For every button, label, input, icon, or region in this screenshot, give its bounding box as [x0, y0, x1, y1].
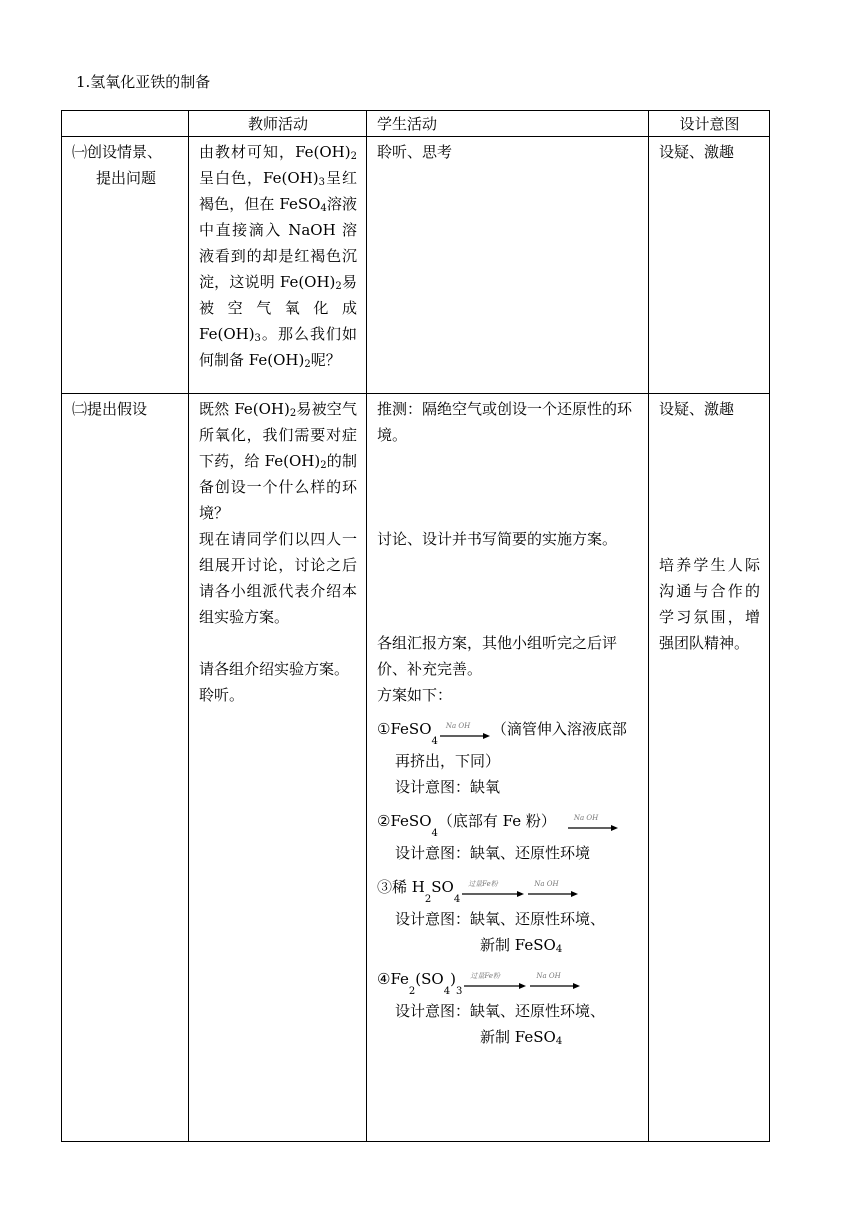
subscript: 3: [254, 333, 261, 344]
student-report-text: 各组汇报方案，其他小组听完之后评价、补充完善。: [377, 634, 618, 678]
stage-label-line2: 提出问题: [96, 169, 157, 187]
arrow-label: Na OH: [536, 972, 561, 980]
reaction-arrow-icon: [462, 882, 524, 900]
text-run: 溶液中直接滴入 NaOH 溶液看到的却是红褐色沉淀，这说明 Fe(OH): [199, 195, 357, 291]
design-intent-cell: 设疑、激趣: [649, 137, 770, 394]
scheme-2-intent: 设计意图：缺氧、还原性环境: [395, 844, 591, 862]
text-run: 新制 FeSO: [480, 936, 556, 954]
column-header-teacher: 教师活动: [189, 111, 367, 137]
teacher-listen-text: 聆听。: [199, 686, 245, 704]
stage-label: ㈠创设情景、: [72, 143, 163, 161]
arrow-label: Na OH: [445, 722, 471, 730]
reaction-arrow-icon: [464, 974, 526, 992]
subscript: 4: [555, 944, 563, 955]
scheme-1: ①FeSO 4 Na OH （滴管伸入溶液底部: [377, 708, 639, 742]
text-run: 既然 Fe(OH): [199, 400, 290, 418]
section-heading: 1.氢氧化亚铁的制备: [76, 73, 211, 91]
subscript: 4: [555, 1036, 563, 1047]
reagent: ③稀 H: [377, 878, 425, 896]
text-run: 新制 FeSO: [480, 1028, 556, 1046]
stage-cell: ㈡提出假设: [62, 394, 189, 1142]
student-guess-text: 推测：隔绝空气或创设一个还原性的环境。: [377, 400, 633, 444]
column-header-stage: [62, 111, 189, 137]
subscript: 3: [318, 177, 325, 188]
table-header-row: [62, 111, 770, 137]
subscript: 2: [335, 281, 342, 292]
plan-intro: 方案如下：: [377, 686, 453, 704]
text-run: 。那么我们如何制备 Fe(OH): [199, 325, 357, 369]
design-intent-cell: [649, 394, 770, 1142]
student-activity-cell: [367, 394, 649, 1142]
teacher-activity-cell: [189, 137, 367, 394]
scheme-4: ④Fe 2 (SO 4 ) 3 过量Fe粉 Na OH: [377, 958, 639, 992]
text-run: 呈白色，Fe(OH): [199, 169, 319, 187]
intent-text: 培养学生人际沟通与合作的学习氛围，增强团队精神。: [659, 556, 760, 652]
scheme-2: ②FeSO 4 （底部有 Fe 粉） Na OH: [377, 800, 639, 834]
teacher-activity-cell: [189, 394, 367, 1142]
arrow-label: Na OH: [534, 880, 559, 888]
arrow-label: Na OH: [573, 814, 599, 822]
scheme-4-intent: 设计意图：缺氧、还原性环境、: [395, 1002, 606, 1020]
reagent: ④Fe: [377, 970, 409, 988]
subscript: 2: [289, 408, 297, 419]
arrow-label: 过量Fe粉: [470, 972, 500, 980]
reagent: SO: [431, 878, 454, 896]
lesson-plan-table: [61, 110, 770, 1142]
table-row: [62, 394, 770, 1142]
reaction-arrow-icon: [568, 816, 618, 834]
arrow-label: 过量Fe粉: [468, 880, 498, 888]
student-activity-cell: 聆听、思考: [367, 137, 649, 394]
subscript: 2: [320, 460, 327, 471]
text-run: 易被空气所氧化，我们需要对症下药，给 Fe(OH): [199, 400, 357, 470]
teacher-report-text: 请各组介绍实验方案。: [199, 660, 350, 678]
reagent: (SO: [415, 970, 444, 988]
scheme-4-intent-cont: [377, 1024, 639, 1050]
scheme-1-note-cont: 再挤出，下同）: [395, 752, 501, 770]
scheme-3-intent-cont: [377, 932, 639, 958]
subscript: 2: [304, 359, 311, 370]
scheme-1-intent: 设计意图：缺氧: [395, 778, 501, 796]
text-run: 的制备创设一个什么样的环境？: [199, 452, 357, 522]
teacher-discussion-text: 现在请同学们以四人一组展开讨论，讨论之后请各小组派代表介绍本组实验方案。: [199, 530, 357, 626]
text-run: 呈红褐色，但在 FeSO: [199, 169, 357, 213]
column-header-student: 学生活动: [367, 111, 649, 137]
scheme-3-intent: 设计意图：缺氧、还原性环境、: [395, 910, 606, 928]
text-run: 易被空气氧化成 Fe(OH): [199, 273, 357, 343]
reagent: ①FeSO: [377, 720, 432, 738]
scheme-note: （滴管伸入溶液底部: [491, 720, 627, 738]
reaction-arrow-icon: [528, 882, 578, 900]
text-run: 由教材可知，Fe(OH): [199, 143, 351, 161]
subscript: 2: [350, 151, 357, 162]
intent-text: 设疑、激趣: [659, 400, 735, 418]
scheme-note: （底部有 Fe 粉）: [437, 812, 556, 830]
reagent: ②FeSO: [377, 812, 432, 830]
student-discuss-text: 讨论、设计并书写简要的实施方案。: [377, 530, 618, 548]
reagent: ): [450, 970, 456, 988]
reaction-arrow-icon: [440, 724, 490, 742]
table-row: [62, 137, 770, 394]
stage-cell: [62, 137, 189, 394]
text-run: 呢？: [310, 351, 341, 369]
scheme-3: ③稀 H 2 SO 4 过量Fe粉 Na OH: [377, 866, 639, 900]
reaction-arrow-icon: [530, 974, 580, 992]
column-header-intent: 设计意图: [649, 111, 770, 137]
subscript: 4: [320, 203, 327, 214]
